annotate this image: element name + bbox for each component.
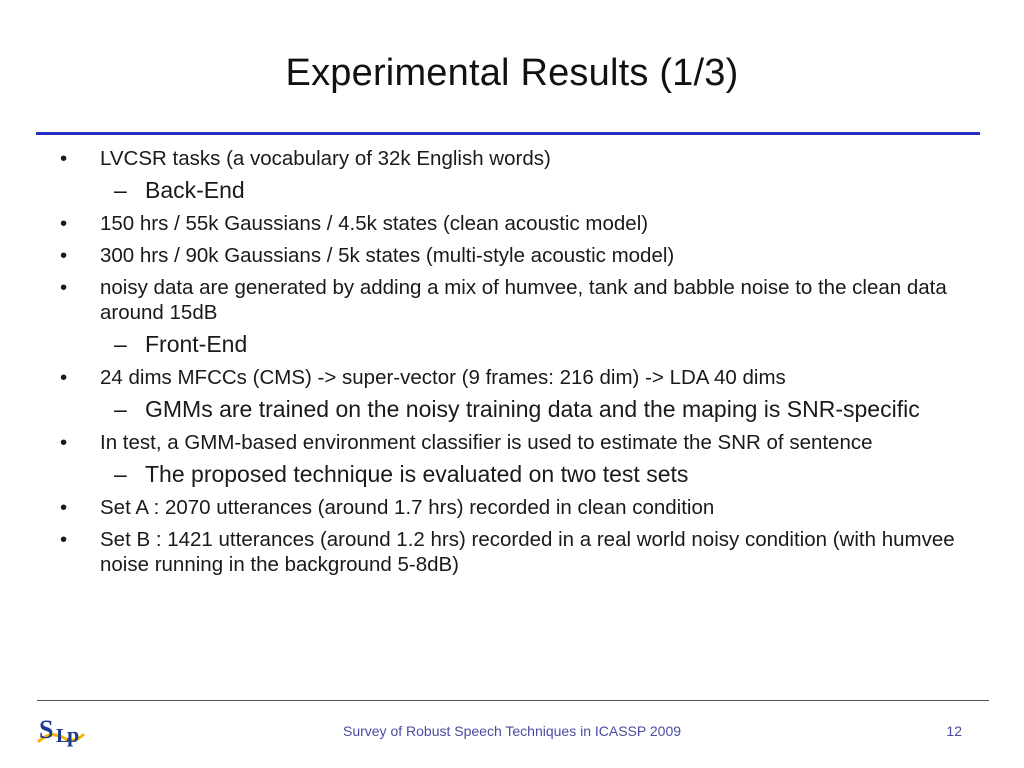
sub-bullet-text: Back-End [145, 177, 245, 203]
bullet-item [60, 430, 1005, 455]
bullet-text: In test, a GMM-based environment classifier is used to estimate the SNR of sentence [100, 431, 873, 454]
bullet-item [60, 527, 1005, 577]
bullet-text: Set A : 2070 utterances (around 1.7 hrs) recorded in clean condition [100, 496, 715, 519]
dash-marker: – [114, 396, 127, 422]
bullet-text: noisy data are generated by adding a mix of humvee, tank and babble noise to the clean data around 15dB [100, 276, 947, 324]
bullet-item [60, 365, 1005, 390]
svg-text:S: S [39, 715, 54, 744]
bullet-marker: • [60, 212, 68, 235]
bullet-marker: • [60, 244, 68, 267]
bullet-item [60, 211, 1005, 236]
sub-bullet-item [60, 331, 1005, 358]
slide-title: Experimental Results (1/3) [285, 52, 739, 94]
dash-marker: – [114, 177, 127, 203]
svg-text:L: L [56, 725, 70, 747]
footer-caption: Survey of Robust Speech Techniques in ICASSP 2009 [342, 723, 682, 739]
bullet-marker: • [60, 366, 68, 389]
sub-bullet-item [60, 177, 1005, 204]
bullet-item [60, 146, 1005, 171]
bullet-marker: • [60, 528, 68, 551]
title-divider [36, 132, 980, 135]
bullet-text: LVCSR tasks (a vocabulary of 32k English words) [100, 147, 551, 170]
bullet-marker: • [60, 276, 68, 299]
dash-marker: – [114, 461, 127, 487]
page-number: 12 [946, 723, 962, 739]
dash-marker: – [114, 331, 127, 357]
bullet-text: 150 hrs / 55k Gaussians / 4.5k states (clean acoustic model) [100, 212, 649, 235]
bullet-text: 24 dims MFCCs (CMS) -> super-vector (9 frames: 216 dim) -> LDA 40 dims [100, 366, 786, 389]
bullet-text: 300 hrs / 90k Gaussians / 5k states (multi-style acoustic model) [100, 244, 675, 267]
sub-bullet-text: GMMs are trained on the noisy training data and the maping is SNR-specific [145, 396, 920, 422]
bullet-text: Set B : 1421 utterances (around 1.2 hrs) recorded in a real world noisy condition (with humvee noise running in the background 5-8dB) [100, 528, 955, 576]
footer-divider [37, 700, 989, 701]
bullet-item [60, 275, 1005, 325]
sub-bullet-item [60, 396, 1005, 423]
bullet-marker: • [60, 496, 68, 519]
bullet-item [60, 243, 1005, 268]
bullet-list [60, 146, 1005, 577]
sub-bullet-text: The proposed technique is evaluated on two test sets [145, 461, 689, 487]
sub-bullet-text: Front-End [145, 331, 248, 357]
sub-bullet-item [60, 461, 1005, 488]
svg-text:p: p [67, 722, 80, 747]
bullet-item [60, 495, 1005, 520]
bullet-marker: • [60, 147, 68, 170]
bullet-marker: • [60, 431, 68, 454]
